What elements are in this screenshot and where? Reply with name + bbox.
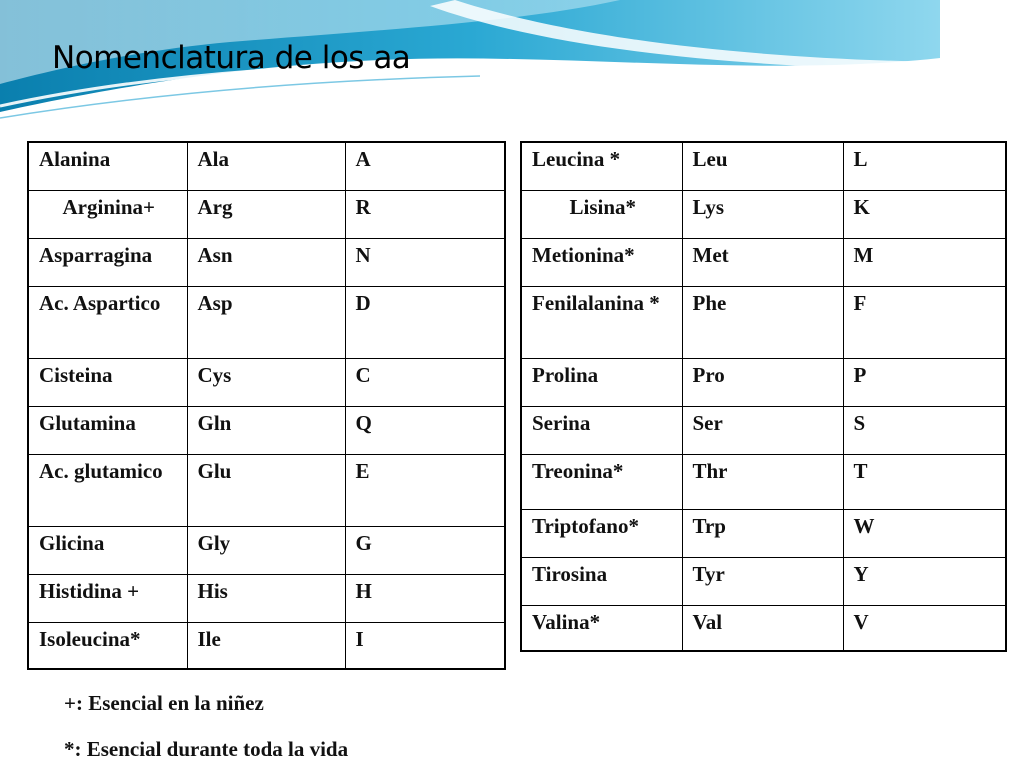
table-row (521, 142, 1006, 190)
amino-acid-name: Histidina + (28, 574, 187, 622)
table-row (28, 622, 505, 669)
amino-acid-name: Leucina * (521, 142, 682, 190)
amino-acid-name: Tirosina (521, 557, 682, 605)
three-letter-code: Ala (187, 142, 345, 190)
three-letter-code: Leu (682, 142, 843, 190)
three-letter-code: Val (682, 605, 843, 651)
three-letter-code: Ser (682, 406, 843, 454)
three-letter-code: Gly (187, 526, 345, 574)
three-letter-code: Met (682, 238, 843, 286)
amino-acid-name: Triptofano* (521, 509, 682, 557)
one-letter-code: I (345, 622, 505, 669)
one-letter-code: L (843, 142, 1006, 190)
three-letter-code: Trp (682, 509, 843, 557)
three-letter-code: Glu (187, 454, 345, 526)
three-letter-code: Ile (187, 622, 345, 669)
one-letter-code: P (843, 358, 1006, 406)
amino-acid-table-left (27, 141, 506, 670)
amino-acid-name: Serina (521, 406, 682, 454)
table-row (28, 454, 505, 526)
amino-acid-name: Asparragina (28, 238, 187, 286)
three-letter-code: Lys (682, 190, 843, 238)
table-row (521, 190, 1006, 238)
one-letter-code: S (843, 406, 1006, 454)
one-letter-code: M (843, 238, 1006, 286)
three-letter-code: Arg (187, 190, 345, 238)
one-letter-code: K (843, 190, 1006, 238)
amino-acid-table-right (520, 141, 1007, 652)
table-row (521, 286, 1006, 358)
one-letter-code: F (843, 286, 1006, 358)
amino-acid-name: Arginina+ (28, 190, 187, 238)
three-letter-code: Asn (187, 238, 345, 286)
table-row (521, 406, 1006, 454)
table-row (521, 238, 1006, 286)
table-row (521, 509, 1006, 557)
one-letter-code: G (345, 526, 505, 574)
one-letter-code: T (843, 454, 1006, 509)
amino-acid-name: Glicina (28, 526, 187, 574)
table-row (521, 557, 1006, 605)
three-letter-code: Thr (682, 454, 843, 509)
one-letter-code: Q (345, 406, 505, 454)
legend-notes (64, 680, 348, 772)
three-letter-code: His (187, 574, 345, 622)
amino-acid-name: Lisina* (521, 190, 682, 238)
three-letter-code: Gln (187, 406, 345, 454)
one-letter-code: W (843, 509, 1006, 557)
table-row (28, 406, 505, 454)
one-letter-code: H (345, 574, 505, 622)
one-letter-code: Y (843, 557, 1006, 605)
amino-acid-name: Isoleucina* (28, 622, 187, 669)
one-letter-code: N (345, 238, 505, 286)
amino-acid-name: Ac. glutamico (28, 454, 187, 526)
table-row (28, 286, 505, 358)
amino-acid-name: Cisteina (28, 358, 187, 406)
amino-acid-name: Treonina* (521, 454, 682, 509)
one-letter-code: V (843, 605, 1006, 651)
table-row (521, 454, 1006, 509)
amino-acid-name: Fenilalanina * (521, 286, 682, 358)
table-row (28, 358, 505, 406)
three-letter-code: Phe (682, 286, 843, 358)
three-letter-code: Asp (187, 286, 345, 358)
amino-acid-name: Prolina (521, 358, 682, 406)
amino-acid-name: Glutamina (28, 406, 187, 454)
table-row (521, 358, 1006, 406)
three-letter-code: Pro (682, 358, 843, 406)
three-letter-code: Cys (187, 358, 345, 406)
amino-acid-name: Valina* (521, 605, 682, 651)
one-letter-code: D (345, 286, 505, 358)
table-row (28, 526, 505, 574)
slide-title: Nomenclatura de los aa (52, 40, 411, 76)
one-letter-code: C (345, 358, 505, 406)
amino-acid-name: Alanina (28, 142, 187, 190)
one-letter-code: R (345, 190, 505, 238)
table-row (28, 238, 505, 286)
three-letter-code: Tyr (682, 557, 843, 605)
table-row (28, 190, 505, 238)
one-letter-code: E (345, 454, 505, 526)
amino-acid-name: Ac. Aspartico (28, 286, 187, 358)
amino-acid-name: Metionina* (521, 238, 682, 286)
table-row (521, 605, 1006, 651)
one-letter-code: A (345, 142, 505, 190)
legend-essential-lifetime: *: Esencial durante toda la vida (64, 737, 349, 761)
legend-essential-childhood: +: Esencial en la niñez (64, 691, 264, 715)
table-row (28, 574, 505, 622)
table-row (28, 142, 505, 190)
